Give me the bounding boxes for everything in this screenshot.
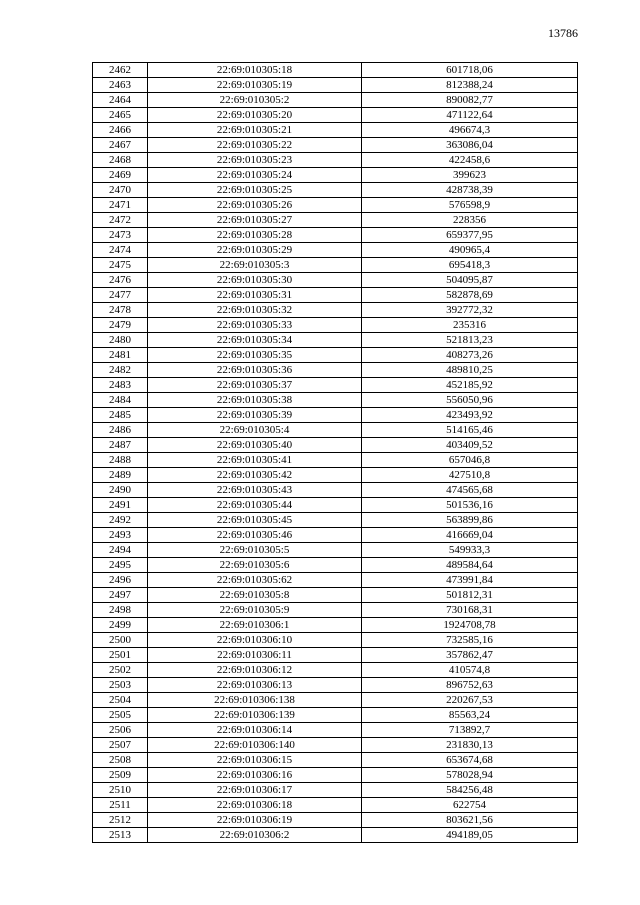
table-row <box>93 213 578 228</box>
page-number: 13786 <box>548 26 578 40</box>
table-row <box>93 288 578 303</box>
table-row <box>93 558 578 573</box>
table-row <box>93 633 578 648</box>
table-row <box>93 768 578 783</box>
row-number-cell: 2505 <box>93 708 148 723</box>
cadastral-number-cell: 22:69:010305:22 <box>148 138 362 153</box>
row-number-cell: 2512 <box>93 813 148 828</box>
table-row <box>93 753 578 768</box>
row-number-cell: 2492 <box>93 513 148 528</box>
cadastral-number-cell: 22:69:010306:13 <box>148 678 362 693</box>
value-cell: 896752,63 <box>362 678 578 693</box>
row-number-cell: 2469 <box>93 168 148 183</box>
value-cell: 713892,7 <box>362 723 578 738</box>
table-row <box>93 468 578 483</box>
table-row <box>93 408 578 423</box>
table-row <box>93 168 578 183</box>
table-row <box>93 378 578 393</box>
cadastral-number-cell: 22:69:010305:8 <box>148 588 362 603</box>
value-cell: 504095,87 <box>362 273 578 288</box>
table-row <box>93 183 578 198</box>
table-row <box>93 153 578 168</box>
table-row <box>93 243 578 258</box>
cadastral-number-cell: 22:69:010305:26 <box>148 198 362 213</box>
row-number-cell: 2463 <box>93 78 148 93</box>
row-number-cell: 2506 <box>93 723 148 738</box>
row-number-cell: 2472 <box>93 213 148 228</box>
value-cell: 473991,84 <box>362 573 578 588</box>
cadastral-number-cell: 22:69:010305:40 <box>148 438 362 453</box>
value-cell: 812388,24 <box>362 78 578 93</box>
value-cell: 220267,53 <box>362 693 578 708</box>
cadastral-number-cell: 22:69:010305:28 <box>148 228 362 243</box>
row-number-cell: 2487 <box>93 438 148 453</box>
table-row <box>93 648 578 663</box>
cadastral-number-cell: 22:69:010305:6 <box>148 558 362 573</box>
value-cell: 490965,4 <box>362 243 578 258</box>
row-number-cell: 2482 <box>93 363 148 378</box>
row-number-cell: 2503 <box>93 678 148 693</box>
table-row <box>93 63 578 78</box>
row-number-cell: 2470 <box>93 183 148 198</box>
value-cell: 730168,31 <box>362 603 578 618</box>
value-cell: 521813,23 <box>362 333 578 348</box>
row-number-cell: 2494 <box>93 543 148 558</box>
row-number-cell: 2464 <box>93 93 148 108</box>
cadastral-number-cell: 22:69:010306:1 <box>148 618 362 633</box>
cadastral-number-cell: 22:69:010305:5 <box>148 543 362 558</box>
row-number-cell: 2499 <box>93 618 148 633</box>
row-number-cell: 2502 <box>93 663 148 678</box>
value-cell: 1924708,78 <box>362 618 578 633</box>
value-cell: 423493,92 <box>362 408 578 423</box>
value-cell: 399623 <box>362 168 578 183</box>
table-row <box>93 303 578 318</box>
cadastral-number-cell: 22:69:010306:2 <box>148 828 362 843</box>
value-cell: 416669,04 <box>362 528 578 543</box>
cadastral-number-cell: 22:69:010306:18 <box>148 798 362 813</box>
value-cell: 410574,8 <box>362 663 578 678</box>
cadastral-number-cell: 22:69:010305:39 <box>148 408 362 423</box>
value-cell: 392772,32 <box>362 303 578 318</box>
table-row <box>93 708 578 723</box>
row-number-cell: 2462 <box>93 63 148 78</box>
cadastral-number-cell: 22:69:010305:46 <box>148 528 362 543</box>
table-row <box>93 723 578 738</box>
value-cell: 549933,3 <box>362 543 578 558</box>
cadastral-number-cell: 22:69:010306:14 <box>148 723 362 738</box>
value-cell: 85563,24 <box>362 708 578 723</box>
table-row <box>93 738 578 753</box>
table-row <box>93 693 578 708</box>
row-number-cell: 2496 <box>93 573 148 588</box>
cadastral-number-cell: 22:69:010305:45 <box>148 513 362 528</box>
row-number-cell: 2467 <box>93 138 148 153</box>
table-row <box>93 513 578 528</box>
row-number-cell: 2466 <box>93 123 148 138</box>
cadastral-number-cell: 22:69:010306:19 <box>148 813 362 828</box>
row-number-cell: 2483 <box>93 378 148 393</box>
table-row <box>93 618 578 633</box>
row-number-cell: 2490 <box>93 483 148 498</box>
row-number-cell: 2510 <box>93 783 148 798</box>
table-row <box>93 528 578 543</box>
cadastral-number-cell: 22:69:010305:27 <box>148 213 362 228</box>
value-cell: 489584,64 <box>362 558 578 573</box>
row-number-cell: 2481 <box>93 348 148 363</box>
row-number-cell: 2501 <box>93 648 148 663</box>
cadastral-number-cell: 22:69:010305:2 <box>148 93 362 108</box>
value-cell: 501812,31 <box>362 588 578 603</box>
value-cell: 494189,05 <box>362 828 578 843</box>
cadastral-number-cell: 22:69:010306:140 <box>148 738 362 753</box>
cadastral-number-cell: 22:69:010305:37 <box>148 378 362 393</box>
table-row <box>93 678 578 693</box>
row-number-cell: 2508 <box>93 753 148 768</box>
cadastral-number-cell: 22:69:010306:138 <box>148 693 362 708</box>
cadastral-number-cell: 22:69:010305:62 <box>148 573 362 588</box>
value-cell: 408273,26 <box>362 348 578 363</box>
cadastral-number-cell: 22:69:010305:34 <box>148 333 362 348</box>
value-cell: 235316 <box>362 318 578 333</box>
value-cell: 231830,13 <box>362 738 578 753</box>
value-cell: 657046,8 <box>362 453 578 468</box>
cadastral-number-cell: 22:69:010305:19 <box>148 78 362 93</box>
table-row <box>93 363 578 378</box>
table-row <box>93 438 578 453</box>
row-number-cell: 2473 <box>93 228 148 243</box>
cadastral-number-cell: 22:69:010306:10 <box>148 633 362 648</box>
table-row <box>93 123 578 138</box>
table-row <box>93 798 578 813</box>
table-row <box>93 228 578 243</box>
cadastral-number-cell: 22:69:010305:33 <box>148 318 362 333</box>
table-row <box>93 393 578 408</box>
value-cell: 474565,68 <box>362 483 578 498</box>
table-row <box>93 588 578 603</box>
row-number-cell: 2513 <box>93 828 148 843</box>
value-cell: 452185,92 <box>362 378 578 393</box>
cadastral-number-cell: 22:69:010305:29 <box>148 243 362 258</box>
cadastral-number-cell: 22:69:010305:41 <box>148 453 362 468</box>
cadastral-number-cell: 22:69:010306:11 <box>148 648 362 663</box>
row-number-cell: 2476 <box>93 273 148 288</box>
cadastral-number-cell: 22:69:010305:20 <box>148 108 362 123</box>
table-row <box>93 108 578 123</box>
value-cell: 471122,64 <box>362 108 578 123</box>
row-number-cell: 2474 <box>93 243 148 258</box>
value-cell: 695418,3 <box>362 258 578 273</box>
cadastral-number-cell: 22:69:010306:17 <box>148 783 362 798</box>
row-number-cell: 2484 <box>93 393 148 408</box>
data-table <box>92 62 578 843</box>
cadastral-number-cell: 22:69:010305:43 <box>148 483 362 498</box>
row-number-cell: 2475 <box>93 258 148 273</box>
table-row <box>93 483 578 498</box>
cadastral-number-cell: 22:69:010306:139 <box>148 708 362 723</box>
value-cell: 622754 <box>362 798 578 813</box>
table-row <box>93 423 578 438</box>
value-cell: 427510,8 <box>362 468 578 483</box>
value-cell: 584256,48 <box>362 783 578 798</box>
row-number-cell: 2486 <box>93 423 148 438</box>
value-cell: 563899,86 <box>362 513 578 528</box>
table-row <box>93 78 578 93</box>
value-cell: 228356 <box>362 213 578 228</box>
row-number-cell: 2478 <box>93 303 148 318</box>
cadastral-number-cell: 22:69:010306:16 <box>148 768 362 783</box>
value-cell: 514165,46 <box>362 423 578 438</box>
row-number-cell: 2498 <box>93 603 148 618</box>
value-cell: 601718,06 <box>362 63 578 78</box>
table-row <box>93 498 578 513</box>
table-row <box>93 138 578 153</box>
table-row <box>93 453 578 468</box>
table-row <box>93 333 578 348</box>
row-number-cell: 2504 <box>93 693 148 708</box>
value-cell: 501536,16 <box>362 498 578 513</box>
value-cell: 403409,52 <box>362 438 578 453</box>
table-row <box>93 93 578 108</box>
cadastral-number-cell: 22:69:010305:21 <box>148 123 362 138</box>
value-cell: 578028,94 <box>362 768 578 783</box>
cadastral-number-cell: 22:69:010305:3 <box>148 258 362 273</box>
table-row <box>93 258 578 273</box>
table-body <box>93 63 578 843</box>
table-row <box>93 783 578 798</box>
cadastral-number-cell: 22:69:010305:25 <box>148 183 362 198</box>
cadastral-number-cell: 22:69:010305:31 <box>148 288 362 303</box>
row-number-cell: 2493 <box>93 528 148 543</box>
row-number-cell: 2479 <box>93 318 148 333</box>
table-row <box>93 573 578 588</box>
cadastral-number-cell: 22:69:010305:42 <box>148 468 362 483</box>
table-row <box>93 828 578 843</box>
table-row <box>93 318 578 333</box>
value-cell: 890082,77 <box>362 93 578 108</box>
cadastral-number-cell: 22:69:010306:12 <box>148 663 362 678</box>
row-number-cell: 2497 <box>93 588 148 603</box>
cadastral-number-cell: 22:69:010305:44 <box>148 498 362 513</box>
cadastral-number-cell: 22:69:010306:15 <box>148 753 362 768</box>
table-row <box>93 603 578 618</box>
value-cell: 357862,47 <box>362 648 578 663</box>
value-cell: 496674,3 <box>362 123 578 138</box>
row-number-cell: 2485 <box>93 408 148 423</box>
row-number-cell: 2495 <box>93 558 148 573</box>
value-cell: 582878,69 <box>362 288 578 303</box>
cadastral-number-cell: 22:69:010305:35 <box>148 348 362 363</box>
cadastral-number-cell: 22:69:010305:38 <box>148 393 362 408</box>
value-cell: 732585,16 <box>362 633 578 648</box>
row-number-cell: 2509 <box>93 768 148 783</box>
row-number-cell: 2507 <box>93 738 148 753</box>
row-number-cell: 2468 <box>93 153 148 168</box>
table-row <box>93 813 578 828</box>
cadastral-number-cell: 22:69:010305:24 <box>148 168 362 183</box>
value-cell: 659377,95 <box>362 228 578 243</box>
value-cell: 489810,25 <box>362 363 578 378</box>
cadastral-number-cell: 22:69:010305:30 <box>148 273 362 288</box>
table-row <box>93 543 578 558</box>
row-number-cell: 2500 <box>93 633 148 648</box>
row-number-cell: 2477 <box>93 288 148 303</box>
table-row <box>93 663 578 678</box>
cadastral-number-cell: 22:69:010305:4 <box>148 423 362 438</box>
row-number-cell: 2489 <box>93 468 148 483</box>
table-row <box>93 348 578 363</box>
cadastral-number-cell: 22:69:010305:32 <box>148 303 362 318</box>
cadastral-number-cell: 22:69:010305:9 <box>148 603 362 618</box>
value-cell: 428738,39 <box>362 183 578 198</box>
row-number-cell: 2471 <box>93 198 148 213</box>
table-row <box>93 273 578 288</box>
value-cell: 576598,9 <box>362 198 578 213</box>
row-number-cell: 2480 <box>93 333 148 348</box>
row-number-cell: 2488 <box>93 453 148 468</box>
row-number-cell: 2491 <box>93 498 148 513</box>
value-cell: 363086,04 <box>362 138 578 153</box>
row-number-cell: 2511 <box>93 798 148 813</box>
value-cell: 803621,56 <box>362 813 578 828</box>
value-cell: 422458,6 <box>362 153 578 168</box>
table-row <box>93 198 578 213</box>
cadastral-number-cell: 22:69:010305:23 <box>148 153 362 168</box>
cadastral-number-cell: 22:69:010305:18 <box>148 63 362 78</box>
cadastral-number-cell: 22:69:010305:36 <box>148 363 362 378</box>
row-number-cell: 2465 <box>93 108 148 123</box>
value-cell: 653674,68 <box>362 753 578 768</box>
value-cell: 556050,96 <box>362 393 578 408</box>
